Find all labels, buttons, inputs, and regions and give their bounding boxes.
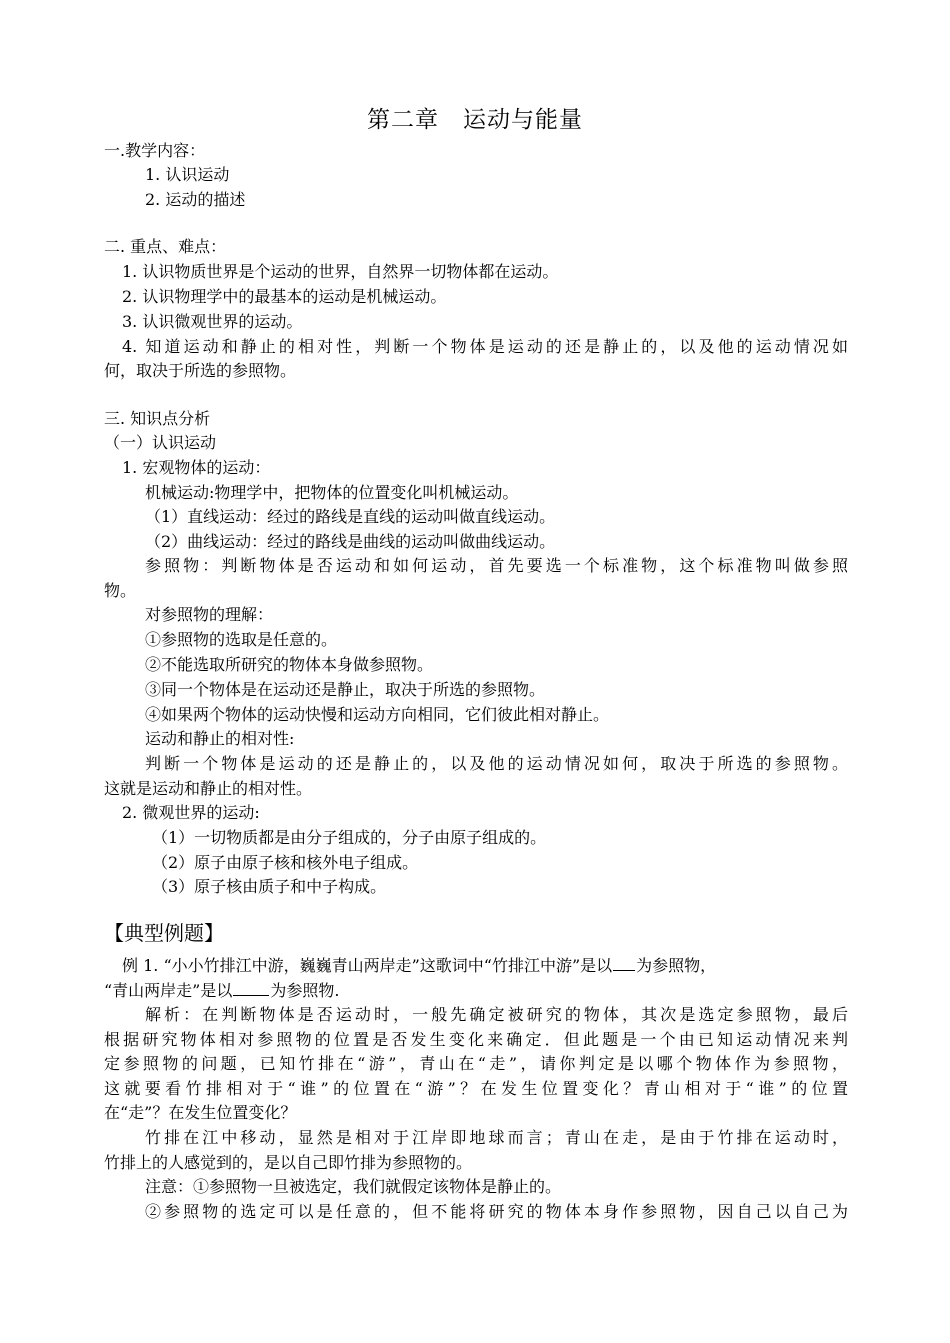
list-item: （2）原子由原子核和核外电子组成。 xyxy=(152,853,419,872)
example-question-part2: 为参照物， xyxy=(636,956,717,975)
analysis-paragraph: 根据研究物体相对参照物的位置是否发生变化来确定．但此题是一个由已知运动情况来判 xyxy=(104,1030,848,1049)
section-heading-typical-examples: 【典型例题】 xyxy=(104,921,224,945)
list-item: 1. 认识物质世界是个运动的世界，自然界一切物体都在运动。 xyxy=(122,262,559,281)
paragraph: （2）曲线运动：经过的路线是曲线的运动叫做曲线运动。 xyxy=(145,532,556,551)
list-item: ④如果两个物体的运动快慢和运动方向相同，它们彼此相对静止。 xyxy=(145,705,610,724)
analysis-paragraph: 定参照物的问题，已知竹排在“游”，青山在“走”，请你判定是以哪个物体作为参照物， xyxy=(104,1054,848,1073)
list-item: 2. 运动的描述 xyxy=(145,190,246,209)
list-item: ①参照物的选取是任意的。 xyxy=(145,630,338,649)
section-heading-knowledge-analysis: 三. 知识点分析 xyxy=(104,409,211,428)
example-question xyxy=(122,955,716,976)
list-item: 1. 宏观物体的运动： xyxy=(122,458,271,477)
list-item: ③同一个物体是在运动还是静止，取决于所选的参照物。 xyxy=(145,680,546,699)
example-question-part4: 为参照物. xyxy=(270,981,340,1000)
analysis-paragraph: 这就要看竹排相对于“谁”的位置在“游”？在发生位置变化？青山相对于“谁”的位置 xyxy=(104,1079,848,1098)
paragraph: （1）直线运动：经过的路线是直线的运动叫做直线运动。 xyxy=(145,507,556,526)
answer-blank xyxy=(233,980,269,996)
list-item: 1. 认识运动 xyxy=(145,165,230,184)
analysis-paragraph: 竹排上的人感觉到的，是以自己即竹排为参照物的。 xyxy=(104,1153,473,1172)
list-item: （3）原子核由质子和中子构成。 xyxy=(152,877,387,896)
example-question-part3: “青山两岸走”是以 xyxy=(104,981,233,1000)
paragraph: 运动和静止的相对性: xyxy=(145,729,295,748)
list-item: 3. 认识微观世界的运动。 xyxy=(122,312,303,331)
paragraph: 判断一个物体是运动的还是静止的，以及他的运动情况如何，取决于所选的参照物。 xyxy=(145,754,848,773)
list-item: 2. 认识物理学中的最基本的运动是机械运动。 xyxy=(122,287,447,306)
note-paragraph: 注意：①参照物一旦被选定，我们就假定该物体是静止的。 xyxy=(145,1177,562,1196)
list-item: （1）一切物质都是由分子组成的，分子由原子组成的。 xyxy=(152,828,547,847)
chapter-title: 第二章 运动与能量 xyxy=(367,107,583,133)
answer-blank xyxy=(613,955,635,971)
example-question-part1: 例 1. “小小竹排江中游，巍巍青山两岸走”这歌词中“竹排江中游”是以 xyxy=(122,956,613,975)
section-heading-key-points: 二. 重点、难点： xyxy=(104,237,227,256)
subsection-heading: （一）认识运动 xyxy=(104,433,217,452)
analysis-paragraph: 竹排在江中移动，显然是相对于江岸即地球而言；青山在走，是由于竹排在运动时， xyxy=(145,1128,848,1147)
analysis-paragraph: 在“走”？在发生位置变化？ xyxy=(104,1103,297,1122)
paragraph: 对参照物的理解： xyxy=(145,605,274,624)
note-paragraph: ②参照物的选定可以是任意的，但不能将研究的物体本身作参照物，因自己以自己为 xyxy=(145,1202,848,1221)
paragraph-continuation: 物。 xyxy=(104,581,137,600)
list-item: ②不能选取所研究的物体本身做参照物。 xyxy=(145,655,434,674)
list-item: 2. 微观世界的运动: xyxy=(122,803,260,822)
analysis-paragraph: 解析：在判断物体是否运动时，一般先确定被研究的物体，其次是选定参照物，最后 xyxy=(145,1005,848,1024)
paragraph-continuation: 这就是运动和静止的相对性。 xyxy=(104,779,313,798)
paragraph: 机械运动:物理学中，把物体的位置变化叫机械运动。 xyxy=(145,483,519,502)
example-question-continued xyxy=(104,980,339,1001)
paragraph: 参照物：判断物体是否运动和如何运动，首先要选一个标准物，这个标准物叫做参照 xyxy=(145,556,848,575)
list-item: 4. 知道运动和静止的相对性，判断一个物体是运动的还是静止的，以及他的运动情况如 xyxy=(122,337,848,356)
section-heading-teaching-content: 一.教学内容： xyxy=(104,141,206,160)
paragraph-continuation: 何，取决于所选的参照物。 xyxy=(104,361,297,380)
